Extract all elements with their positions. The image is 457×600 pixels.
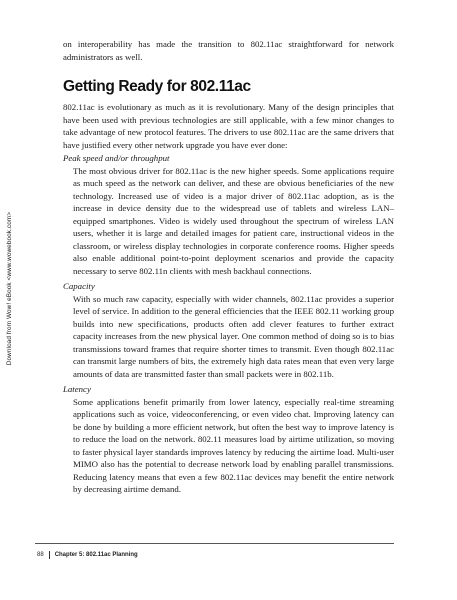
footer-separator <box>49 551 50 559</box>
continued-paragraph: on interoperability has made the transition to 802.11ac straightforward for network administrators as well. <box>63 39 394 62</box>
term-peak-speed: Peak speed and/or throughput <box>63 153 170 163</box>
term-capacity: Capacity <box>63 281 95 291</box>
section-heading: Getting Ready for 802.11ac <box>63 78 251 95</box>
term-latency: Latency <box>63 384 91 394</box>
definition-peak-speed: The most obvious driver for 802.11ac is the new higher speeds. Some applications require as much speed as the network can deliver, and these are obvious beneficiaries of the new technology. Increased use of video is a major driver of 802.11ac adoption, as is the increase in device density due to the widespread use of tablets and wireless LAN–equipped smartphones. Video is widely used throughout the spectrum of wireless LAN users, whether it is large and detailed images for patient care, instructional videos in the classroom, or wireless display technologies in corporate conference rooms. Higher speeds also enable additional point-to-point deployment scenarios and provide the capacity necessary to serve 802.11n clients with mesh backhaul connections. <box>73 165 394 276</box>
download-watermark-text: Download from Wow! eBook <www.wowebook.com> <box>6 211 14 366</box>
page-number: 88 <box>37 552 44 558</box>
footer-divider <box>35 543 394 544</box>
definition-latency: Some applications benefit primarily from lower latency, especially real-time streaming applications such as voice, videoconferencing, or even video chat. Improving latency can be done by building a more efficient network, but often the best way to improve latency is to reduce the load on the network. 802.11 measures load by airtime utilization, so moving to faster physical layer standards improves latency by reducing the airtime load. Multi-user MIMO also has the potential to decrease network load by enabling parallel transmissions. Reducing latency means that even a few 802.11ac devices may benefit the entire network by decreasing airtime demand. <box>73 396 394 494</box>
chapter-title: Chapter 5: 802.11ac Planning <box>54 552 138 558</box>
page-footer <box>37 551 138 559</box>
page-body <box>63 38 394 496</box>
definition-capacity: With so much raw capacity, especially with wider channels, 802.11ac provides a superior level of service. In addition to the general efficiencies that the IEEE 802.11 working group builds into new specifications, products often add clever features to further extract capacity increases from the new physical layer. One common method of doing so is to bias transmissions toward frames that require shorter times to transmit. Even though 802.11ac can transmit large numbers of bits, the extremely high data rates mean that even very large amounts of data are transmitted faster than small packets were in 802.11b. <box>73 293 394 379</box>
intro-paragraph: 802.11ac is evolutionary as much as it is revolutionary. Many of the design principles that have been used with previous technologies are still applicable, with a few minor changes to take advantage of new protocol features. The drivers to use 802.11ac are the same drivers that have justified every other network upgrade you have ever done: <box>63 102 394 150</box>
download-watermark <box>3 181 17 396</box>
definition-list <box>63 152 394 496</box>
